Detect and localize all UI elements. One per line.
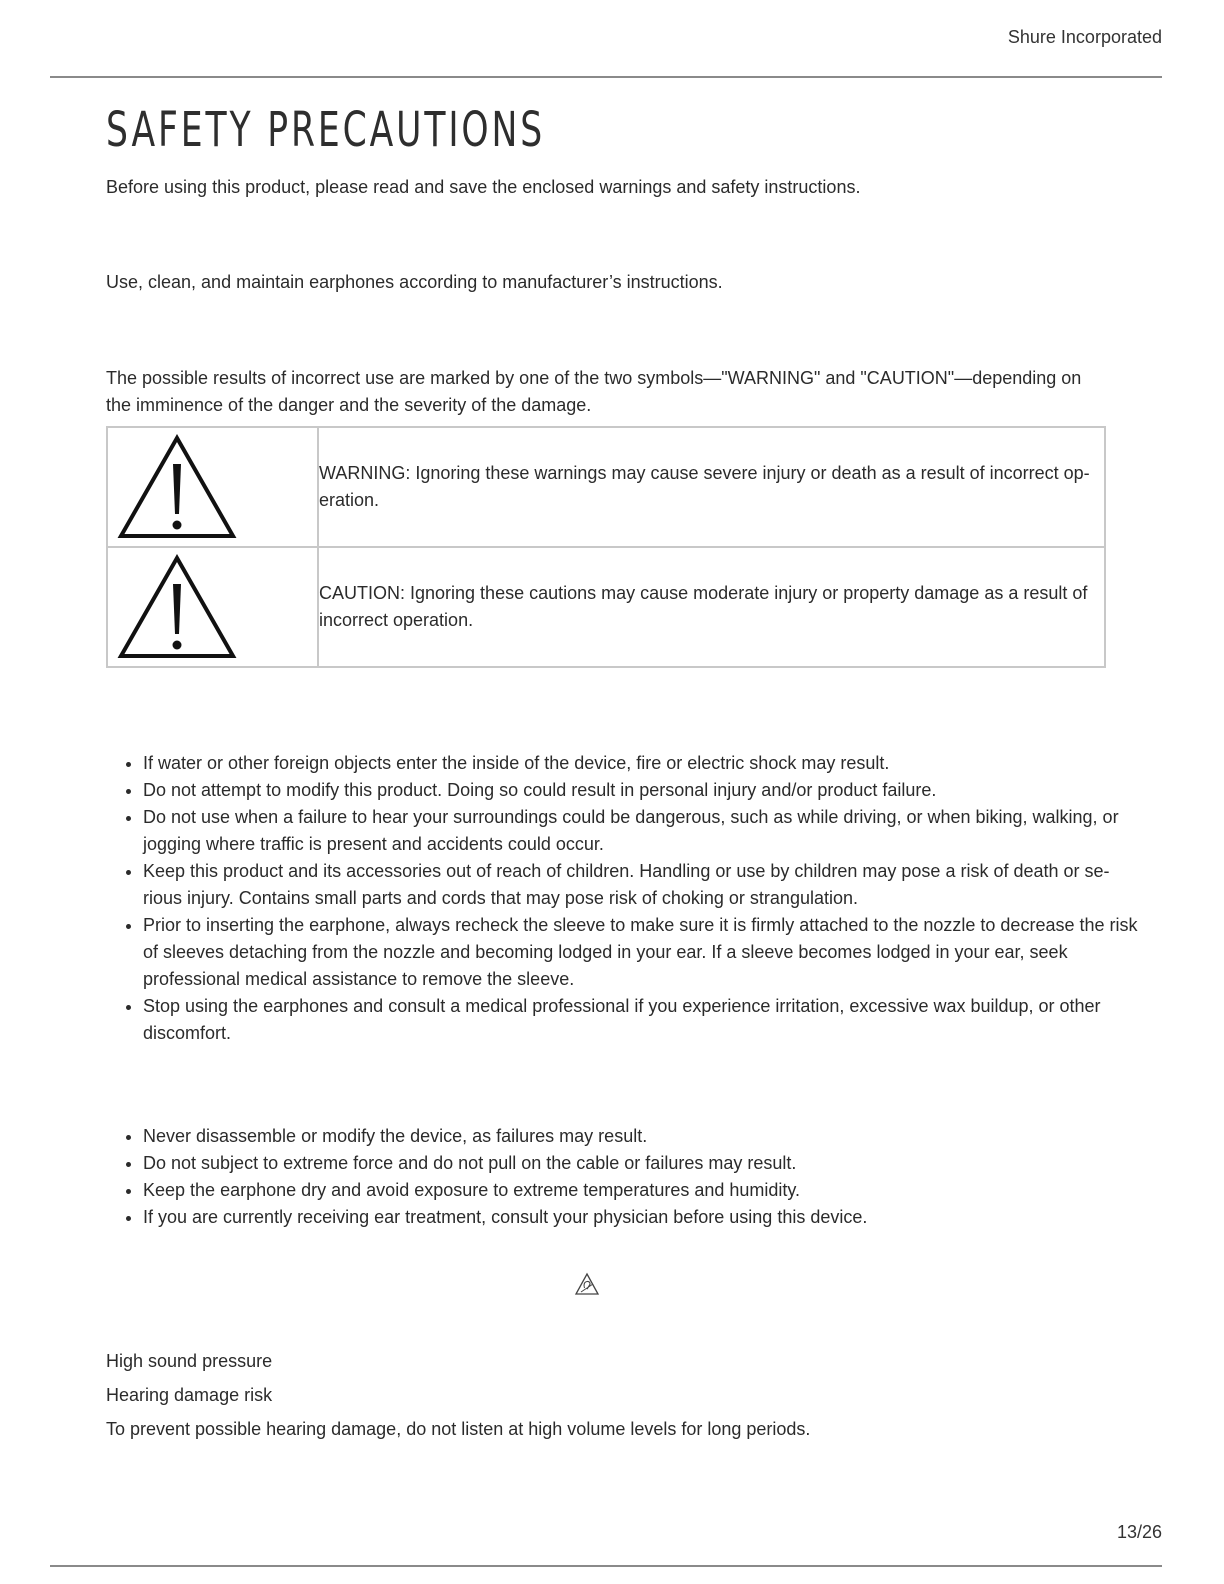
header-divider: [50, 76, 1162, 78]
warning-row: [107, 427, 1105, 547]
list-item: • Stop using the earphones and consult a medical professional if you experience irritation, excessive wax buildup, or other discomfort.: [143, 993, 1143, 1047]
cautions-list: [106, 1123, 1143, 1231]
caution-row: [107, 547, 1105, 667]
caution-icon-cell: [107, 547, 318, 667]
list-item: • Do not attempt to modify this product. Doing so could result in personal injury and/or product failure.: [143, 777, 1143, 804]
symbols-table: [106, 426, 1106, 668]
caution-text: CAUTION: Ignoring these cautions may cause moderate injury or property damage as a result of incorrect operation.: [318, 547, 1105, 667]
list-item: • Prior to inserting the earphone, always recheck the sleeve to make sure it is firmly attached to the nozzle to decrease the risk of sleeves detaching from the nozzle and becoming lodged in your ear. If a sleeve becomes lodged in your ear, seek professional medical assistance to remove the sleeve.: [143, 912, 1143, 993]
list-item: • Keep the earphone dry and avoid exposure to extreme temperatures and humidity.: [143, 1177, 1143, 1204]
list-item: • Keep this product and its accessories out of reach of children. Handling or use by children may pose a risk of death or se-rious injury. Contains small parts and cords that may pose risk of choking or strangulation.: [143, 858, 1143, 912]
list-item: • If water or other foreign objects enter the inside of the device, fire or electric shock may result.: [143, 750, 1143, 777]
page-title: SAFETY PRECAUTIONS: [106, 102, 546, 158]
use-paragraph: Use, clean, and maintain earphones according to manufacturer’s instructions.: [106, 272, 723, 292]
hearing-damage-risk-text: Hearing damage risk: [106, 1385, 273, 1405]
page-number: 13/26: [1116, 1522, 1162, 1542]
warning-text: WARNING: Ignoring these warnings may cause severe injury or death as a result of incorrect op-eration.: [318, 427, 1105, 547]
list-item: • Do not subject to extreme force and do not pull on the cable or failures may result.: [143, 1150, 1143, 1177]
list-item: • Do not use when a failure to hear your surroundings could be dangerous, such as while driving, or when biking, walking, or jogging where traffic is present and accidents could occur.: [143, 804, 1143, 858]
caution-triangle-icon: [117, 554, 237, 660]
intro-paragraph: Before using this product, please read and save the enclosed warnings and safety instructions.: [106, 177, 861, 197]
results-paragraph: The possible results of incorrect use are marked by one of the two symbols—"WARNING" and "CAUTION"—depending on the imminence of the danger and the severity of the damage.: [106, 368, 1082, 415]
list-item: • If you are currently receiving ear treatment, consult your physician before using this device.: [143, 1204, 1143, 1231]
warnings-list: [106, 750, 1143, 1047]
hearing-damage-icon: [574, 1272, 600, 1296]
warning-triangle-icon: [117, 434, 237, 540]
prevent-hearing-damage-text: To prevent possible hearing damage, do not listen at high volume levels for long periods.: [106, 1419, 811, 1439]
list-item: • Never disassemble or modify the device, as failures may result.: [143, 1123, 1143, 1150]
high-sound-pressure-text: High sound pressure: [106, 1351, 273, 1371]
warning-icon-cell: [107, 427, 318, 547]
company-name: Shure Incorporated: [1007, 27, 1162, 47]
footer-divider: [50, 1565, 1162, 1567]
